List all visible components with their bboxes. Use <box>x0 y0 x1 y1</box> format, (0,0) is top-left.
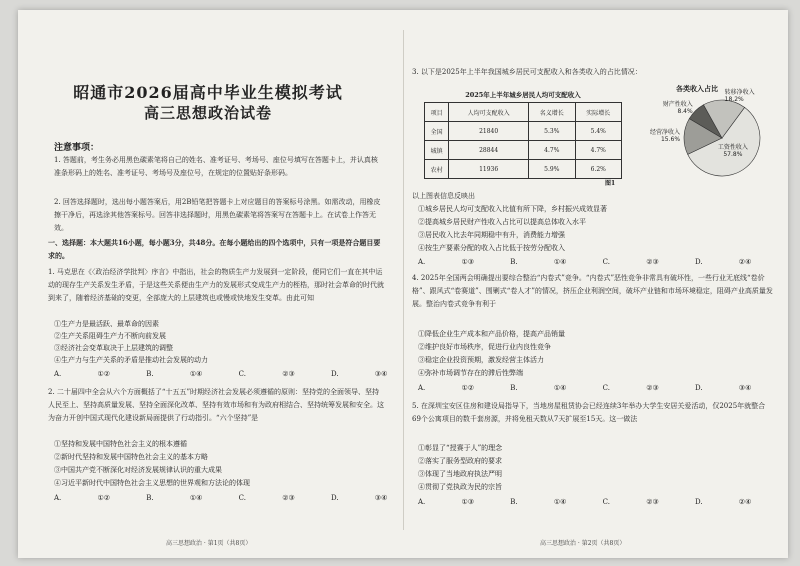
q1-answers: A. ①② B. ①④ C. ②③ D. ③④ <box>54 370 388 378</box>
q1-option: ④生产力与生产关系的矛盾是推动社会发展的动力 <box>54 356 208 364</box>
q3-option: ③居民收入比去年同期稳中有升，消费能力增强 <box>418 231 565 239</box>
table-cell: 5.3% <box>529 122 575 141</box>
table-header-cell: 人均可支配收入 <box>449 103 529 122</box>
income-pie-chart <box>638 89 768 182</box>
pie-slice-value: 18.2% <box>724 96 744 104</box>
table-title: 2025年上半年城乡居民人均可支配收入 <box>465 91 581 99</box>
q5-option: ④贯彻了党执政为民的宗旨 <box>418 483 502 491</box>
table-cell: 11936 <box>449 160 529 179</box>
q3-answers: A. ①③ B. ①④ C. ②③ D. ②④ <box>418 258 752 266</box>
table-header-cell: 项目 <box>425 103 449 122</box>
q3-option: ④按生产要素分配的收入占比低于按劳分配收入 <box>418 244 565 252</box>
q1-option: ②生产关系阻碍生产力不断向前发展 <box>54 332 166 340</box>
pie-slice-label: 财产性收入 <box>662 100 693 108</box>
exam-title: 昭通市2026届高中毕业生模拟考试 <box>73 83 343 102</box>
q4-option: ④弥补市场调节存在的滞后性弊端 <box>418 369 523 377</box>
q4-option: ②维护良好市场秩序，促进行业内良性竞争 <box>418 343 551 351</box>
table-row <box>425 160 622 179</box>
question-5: 5. 在深圳宝安区住房和建设局指导下，当地房屋租赁协会已经连续3年举办大学生安居关爱活动，仅2025年就整合69个公寓项目的数千套房源，并将免租天数从7天扩展至15天。这一做法 <box>412 402 766 423</box>
question-2: 2. 二十届四中全会从六个方面概括了“十五五”时期经济社会发展必须遵循的原则：坚持党的全面领导、坚持人民至上、坚持高质量发展、坚持全面深化改革、坚持有效市场和有为政府相结合、坚持统筹发展和安全。这为奋力开创中国式现代化建设新局面提供了行动指引。“六个坚持”是 <box>48 388 384 422</box>
table-cell: 4.7% <box>575 141 621 160</box>
notice-1: 1. 答题前，考生务必用黑色碳素笔将自己的姓名、准考证号、考场号、座位号填写在答题卡上，并认真核准条形码上的姓名、准考证号、考场号及座位号，在规定的位置贴好条形码。 <box>54 156 378 177</box>
table-cell: 农村 <box>425 160 449 179</box>
q3-option: ②提高城乡居民财产性收入占比可以提高总体收入水平 <box>418 218 586 226</box>
table-header-cell: 实际增长 <box>575 103 621 122</box>
figure-label: 图1 <box>605 180 616 187</box>
table-row <box>425 122 622 141</box>
q5-option: ③体现了当地政府执法严明 <box>418 470 502 478</box>
pie-slice-value: 57.8% <box>723 151 743 159</box>
table-cell: 5.4% <box>575 122 621 141</box>
pie-slice-value: 8.4% <box>677 107 693 115</box>
q3-lead: 以上图表信息反映出 <box>412 192 475 200</box>
q2-option: ③中国共产党不断深化对经济发展规律认识的重大成果 <box>54 466 222 474</box>
question-4: 4. 2025年全国两会明确提出要综合整治“内卷式”竞争。“内卷式”恶性竞争非常具有破坏性，一些行业无底线“卷价格”、跟风式“卷赛道”、围剿式“卷人才”的情况，挤压企业利润空间，破坏产业链和市场环境稳定，阻碍产业高质量发展。整治内卷式竞争有利于 <box>412 274 773 308</box>
pie-slice-label: 工资性收入 <box>717 144 748 152</box>
q1-option: ③经济社会变革取决于上层建筑的调整 <box>54 344 173 352</box>
q4-option: ①降低企业生产成本和产品价格，提高产品销量 <box>418 330 565 338</box>
q5-option: ①彰显了“授赛于人”的理念 <box>418 444 503 452</box>
table-header-row <box>425 103 622 122</box>
q5-answers: A. ①③ B. ①④ C. ②③ D. ②④ <box>418 498 752 506</box>
exam-sheet <box>18 10 788 558</box>
q4-answers: A. ①② B. ①④ C. ②③ D. ③④ <box>418 384 752 392</box>
table-row <box>425 141 622 160</box>
table-cell: 全国 <box>425 122 449 141</box>
table-cell: 5.9% <box>529 160 575 179</box>
pie-title: 各类收入占比 <box>676 84 718 93</box>
table-cell: 4.7% <box>529 141 575 160</box>
page-footer: 高三思想政治 · 第1页（共8页） <box>166 540 252 547</box>
exam-subtitle: 高三思想政治试卷 <box>143 104 272 122</box>
table-cell: 21840 <box>449 122 529 141</box>
q2-option: ①坚持和发展中国特色社会主义的根本遵循 <box>54 440 187 448</box>
question-1: 1. 马克思在《〈政治经济学批判〉序言》中指出，社会的物质生产力发展到一定阶段，便同它们一直在其中运动的现存生产关系发生矛盾，于是这些关系便由生产力的发展形式变成生产力的桎梏，那时社会革命的时代就到来了，随着经济基础的变更，全部庞大的上层建筑也或慢或快地发生变革。由此可知 <box>48 268 384 302</box>
pie-slice-label: 经营净收入 <box>650 129 681 137</box>
q2-option: ④习近平新时代中国特色社会主义思想的世界观和方法论的体现 <box>54 479 250 487</box>
q1-option: ①生产力是最活跃、最革命的因素 <box>54 320 159 328</box>
pie-slice-value: 15.6% <box>660 136 681 144</box>
q2-answers: A. ①② B. ①④ C. ②③ D. ③④ <box>54 494 388 502</box>
page-footer: 高三思想政治 · 第2页（共8页） <box>540 540 626 547</box>
income-table <box>424 102 622 179</box>
notice-heading: 注意事项： <box>54 143 100 153</box>
pie-slice-label: 转移净收入 <box>724 89 755 97</box>
notice-2: 2. 回答选择题时，选出每小题答案后，用2B铅笔把答题卡上对应题目的答案标号涂黑。如需改动，用橡皮擦干净后，再选涂其他答案标号。回答非选择题时，用黑色碳素笔将答案写在答题卡上。在试卷上作答无效。 <box>54 198 381 232</box>
q4-option: ③稳定企业投资预期，激发经营主体活力 <box>418 356 544 364</box>
table-cell: 城镇 <box>425 141 449 160</box>
page-divider <box>403 30 404 530</box>
table-cell: 28844 <box>449 141 529 160</box>
table-cell: 6.2% <box>575 160 621 179</box>
question-3: 3. 以下是2025年上半年我国城乡居民可支配收入和各类收入的占比情况： <box>412 68 642 76</box>
section-1-heading: 一、选择题：本大题共16小题，每小题3分，共48分。在每小题给出的四个选项中，只有一项是符合题目要求的。 <box>48 238 381 260</box>
q3-option: ①城乡居民人均可支配收入比值有所下降，乡村振兴成效显著 <box>418 205 607 213</box>
q2-option: ②新时代坚持和发展中国特色社会主义的基本方略 <box>54 453 208 461</box>
q5-option: ②落实了服务型政府的要求 <box>418 457 502 465</box>
table-header-cell: 名义增长 <box>529 103 575 122</box>
